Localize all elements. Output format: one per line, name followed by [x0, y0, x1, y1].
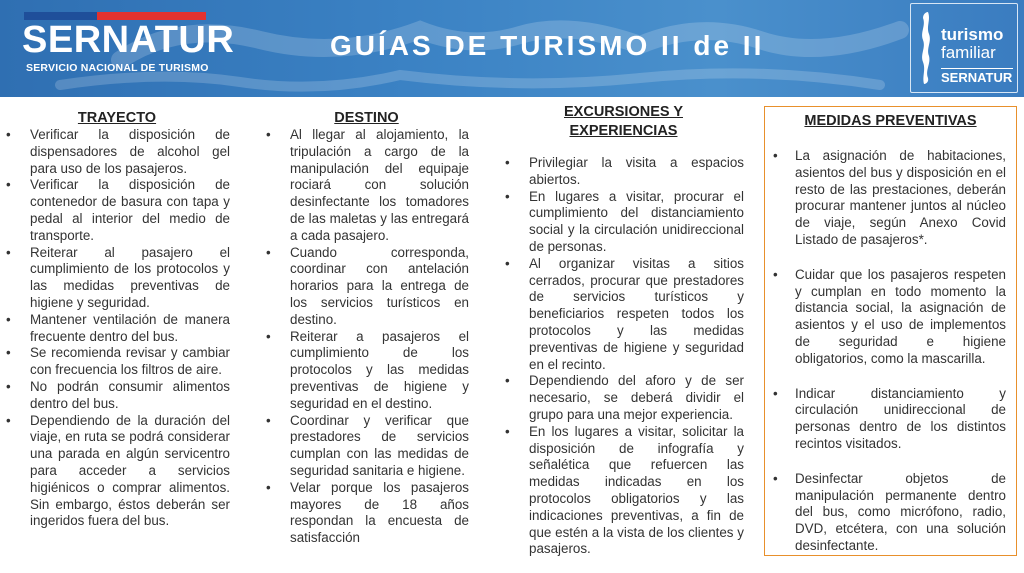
list-item: • Velar porque los pasajeros mayores de 18 años respondan la encuesta de satisfacción [264, 480, 469, 547]
header-banner [0, 0, 1024, 97]
list-item: • Verificar la disposición de dispensadores de alcohol gel para uso de los pasajeros. [4, 127, 230, 177]
sernatur-logo-subtitle: SERVICIO NACIONAL DE TURISMO [26, 62, 209, 74]
list-item: • No podrán consumir alimentos dentro del bus. [4, 379, 230, 413]
list-item: • Cuidar que los pasajeros respeten y cumplan en todo momento la distancia social, la asignación de asientos y el uso de implementos de seguridad e higiene obligatorios, como la mascarilla. [765, 267, 1006, 368]
list-item: • Verificar la disposición de contenedor de basura con tapa y pedal al interior del medio de transporte. [4, 177, 230, 244]
list-item: • Reiterar a pasajeros el cumplimiento de los protocolos y las medidas preventivas de higiene y seguridad en el destino. [264, 329, 469, 413]
section-excursiones [503, 103, 744, 558]
list-item: • Mantener ventilación de manera frecuente dentro del bus. [4, 312, 230, 346]
list-item: • Coordinar y verificar que prestadores de servicios cumplan con las medidas de seguridad sanitaria e higiene. [264, 413, 469, 480]
page-title: GUÍAS DE TURISMO II de II [330, 30, 765, 61]
list-item: • Privilegiar la visita a espacios abiertos. [503, 155, 744, 189]
list-item: • Reiterar al pasajero el cumplimiento de los protocolos y las medidas preventivas de higiene y seguridad. [4, 245, 230, 312]
list-item: • En lugares a visitar, procurar el cumplimiento del distanciamiento social y la circulación unidireccional de personas. [503, 189, 744, 256]
turismo-familiar-logo [910, 3, 1018, 93]
list-item: • La asignación de habitaciones, asientos del bus y disposición en el resto de las prestaciones, deberán procurar mantener juntos al núcleo de viaje, según Anexo Covid Listado de pasajeros*. [765, 148, 1006, 249]
list-item: • Se recomienda revisar y cambiar con frecuencia los filtros de aire. [4, 345, 230, 379]
brand-line-3: SERNATUR [941, 70, 1013, 85]
list-item: • Al llegar al alojamiento, la tripulación a cargo de la manipulación del equipaje rociará con solución desinfectante los tomadores de las maletas y las entregará a cada pasajero. [264, 127, 469, 245]
list-item: • Indicar distanciamiento y circulación unidireccional de personas dentro de los distintos recintos visitados. [765, 386, 1006, 453]
chile-map-icon [917, 10, 937, 86]
section-heading: DESTINO [334, 110, 399, 126]
list-item: • Al organizar visitas a sitios cerrados, procurar que prestadores de servicios turísticos y beneficiarios respeten todos los protocolos y las medidas preventivas de higiene y seguridad en el recinto. [503, 256, 744, 374]
section-heading: EXCURSIONES Y EXPERIENCIAS [564, 104, 683, 139]
list-item: • Cuando corresponda, coordinar con antelación horarios para la entrega de los servicios turísticos en destino. [264, 245, 469, 329]
section-heading: MEDIDAS PREVENTIVAS [804, 113, 977, 129]
section-trayecto [4, 110, 230, 530]
brand-line-2: familiar [941, 43, 996, 62]
list-item: • Desinfectar objetos de manipulación permanente dentro del bus, como micrófono, radio, DVD, etcétera, con una solución desinfectante. [765, 471, 1006, 555]
brand-line-1: turismo [941, 25, 1004, 44]
section-heading: TRAYECTO [77, 110, 157, 126]
section-medidas-preventivas [764, 106, 1017, 556]
list-item: • Dependiendo de la duración del viaje, en ruta se podrá considerar una parada en algún servicentro para acceder a servicios higiénicos o comprar alimentos. Sin embargo, éstos deberán ser ingeridos fuera del bus. [4, 413, 230, 531]
list-item: • Dependiendo del aforo y de ser necesario, se deberá dividir el grupo para una mejor experiencia. [503, 373, 744, 423]
sernatur-logo: SERNATUR [22, 19, 235, 61]
section-destino [264, 110, 469, 547]
list-item: • En los lugares a visitar, solicitar la disposición de infografía y señalética que refuercen las medidas indicadas en los protocolos obligatorios y las indicaciones preventivas, a fin de que estén a la vista de los clientes y pasajeros. [503, 424, 744, 558]
